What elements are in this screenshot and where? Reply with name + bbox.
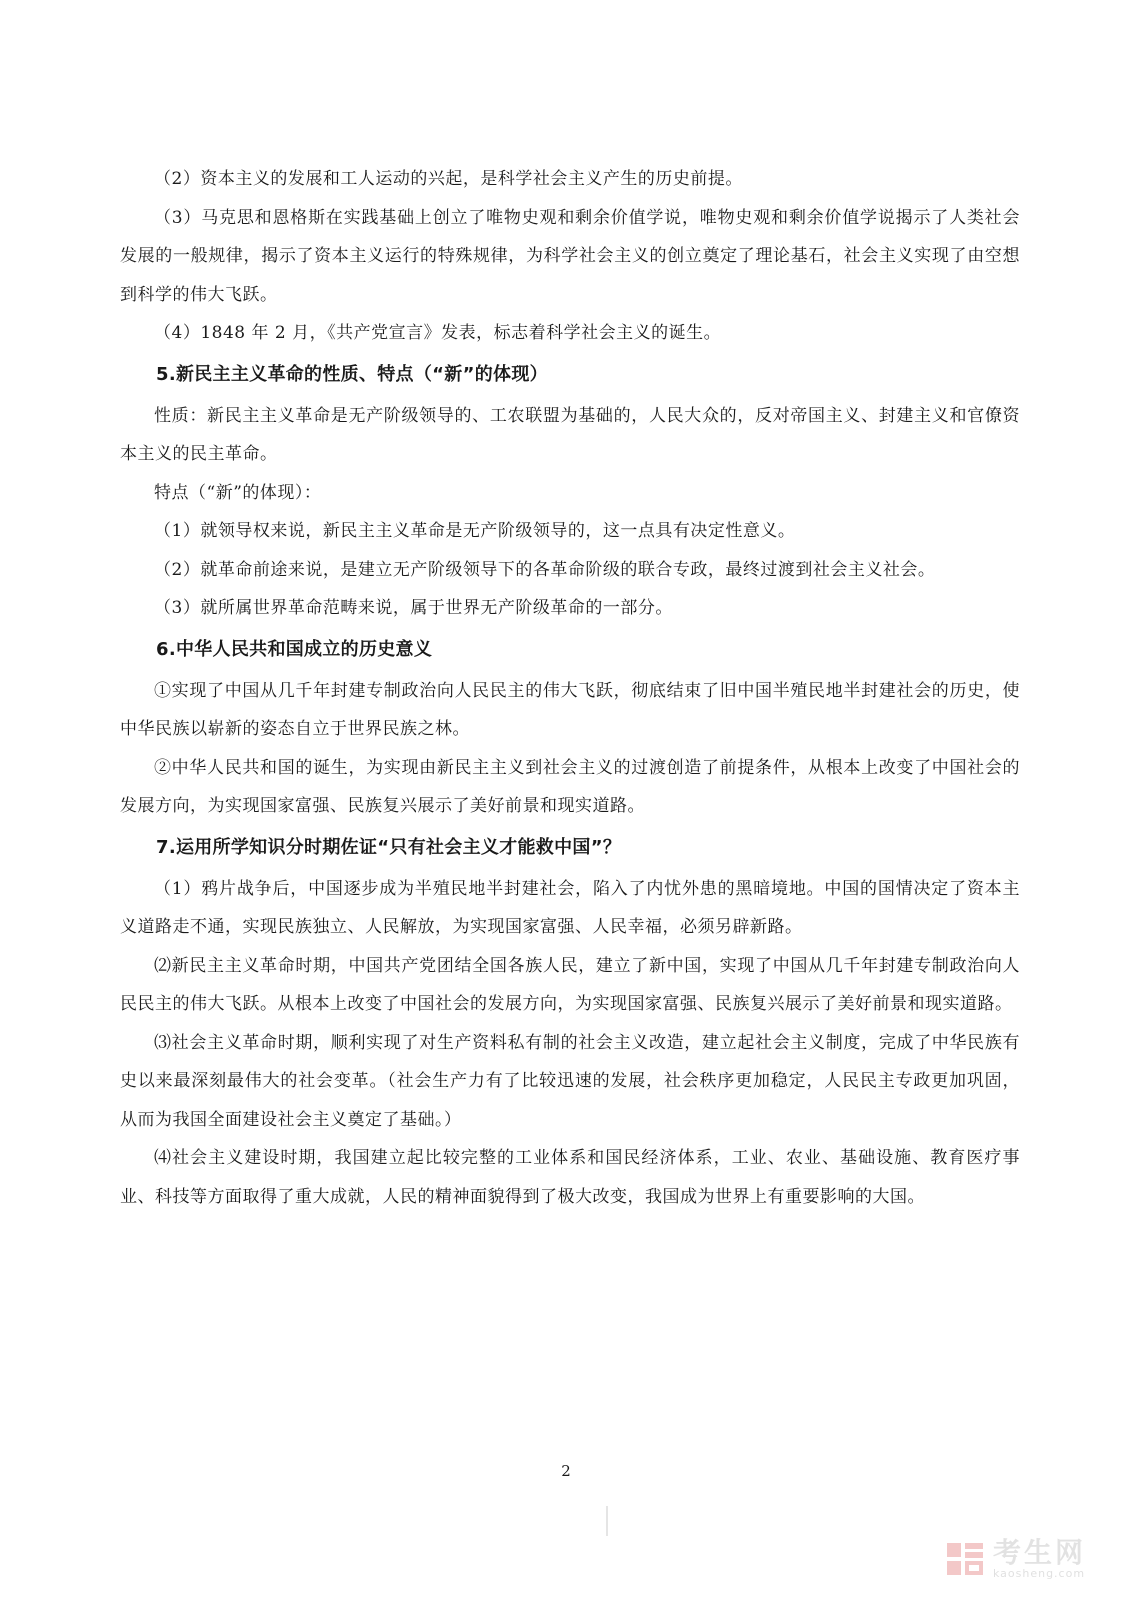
watermark-site-name: 考生网 [992,1536,1086,1569]
watermark [945,1538,1086,1580]
paragraph-3: （3）马克思和恩格斯在实践基础上创立了唯物史观和剩余价值学说，唯物史观和剩余价值学说揭示了人类社会发展的一般规律，揭示了资本主义运行的特殊规律，为科学社会主义的创立奠定了理论基石，社会主义实现了由空想到科学的伟大飞跃。 [120,207,1020,305]
section-5-heading: 5.新民主主义革命的性质、特点（“新”的体现） [156,363,548,385]
section-5-nature: 性质：新民主主义革命是无产阶级领导的、工农联盟为基础的，人民大众的，反对帝国主义、封建主义和官僚资本主义的民主革命。 [120,405,1020,464]
section-5-item-2: （2）就革命前途来说，是建立无产阶级领导下的各革命阶级的联合专政，最终过渡到社会主义社会。 [154,559,936,580]
section-5-item-1: （1）就领导权来说，新民主主义革命是无产阶级领导的，这一点具有决定性意义。 [154,521,796,541]
section-5-item-3: （3）就所属世界革命范畴来说，属于世界无产阶级革命的一部分。 [154,598,673,618]
section-6-item-1: ①实现了中国从几千年封建专制政治向人民民主的伟大飞跃，彻底结束了旧中国半殖民地半封建社会的历史，使中华民族以崭新的姿态自立于世界民族之林。 [120,680,1020,739]
scan-artifact-line [606,1506,608,1536]
watermark-text [993,1538,1086,1580]
section-7-item-4: ⑷社会主义建设时期，我国建立起比较完整的工业体系和国民经济体系，工业、农业、基础设施、教育医疗事业、科技等方面取得了重大成就，人民的精神面貌得到了极大改变，我国成为世界上有重要影响的大国。 [120,1148,1020,1207]
watermark-logo-icon [945,1539,985,1579]
page-content [120,160,1020,1216]
section-6-item-2: ②中华人民共和国的诞生，为实现由新民主主义到社会主义的过渡创造了前提条件，从根本上改变了中国社会的发展方向，为实现国家富强、民族复兴展示了美好前景和现实道路。 [120,757,1020,816]
section-7-item-3: ⑶社会主义革命时期，顺利实现了对生产资料私有制的社会主义改造，建立起社会主义制度，完成了中华民族有史以来最深刻最伟大的社会变革。（社会生产力有了比较迅速的发展，社会秩序更加稳定，人民民主专政更加巩固，从而为我国全面建设社会主义奠定了基础。） [120,1032,1020,1130]
paragraph-4: （4）1848 年 2 月，《共产党宣言》发表，标志着科学社会主义的诞生。 [154,323,722,343]
page-number: 2 [561,1462,571,1480]
section-6-heading: 6.中华人民共和国成立的历史意义 [156,638,433,660]
section-7-heading: 7.运用所学知识分时期佐证“只有社会主义才能救中国”？ [156,836,622,858]
watermark-domain: kaosheng.com [992,1567,1086,1580]
paragraph-2: （2）资本主义的发展和工人运动的兴起，是科学社会主义产生的历史前提。 [154,169,743,189]
section-5-features-label: 特点（“新”的体现）： [154,482,322,503]
section-7-item-2: ⑵新民主主义革命时期，中国共产党团结全国各族人民，建立了新中国，实现了中国从几千年封建专制政治向人民民主的伟大飞跃。从根本上改变了中国社会的发展方向，为实现国家富强、民族复兴展示了美好前景和现实道路。 [120,955,1020,1014]
section-7-item-1: （1）鸦片战争后，中国逐步成为半殖民地半封建社会，陷入了内忧外患的黑暗境地。中国的国情决定了资本主义道路走不通，实现民族独立、人民解放，为实现国家富强、人民幸福，必须另辟新路。 [120,878,1020,937]
